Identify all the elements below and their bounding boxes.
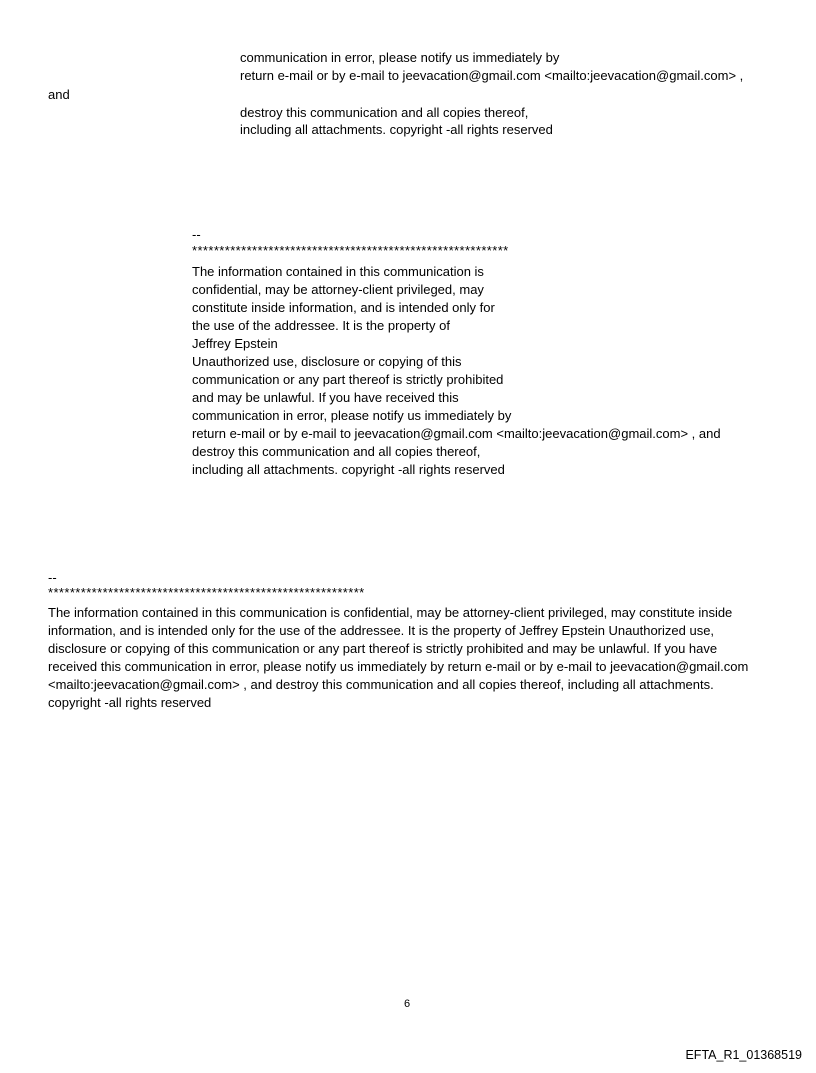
block2-line-6: Unauthorized use, disclosure or copying of this bbox=[192, 354, 462, 369]
document-id: EFTA_R1_01368519 bbox=[685, 1048, 802, 1062]
block2-line-7: communication or any part thereof is strictly prohibited bbox=[192, 372, 504, 387]
block3-paragraph: The information contained in this communication is confidential, may be attorney-client privileged, may constitute inside information, and is intended only for the use of the addressee. It is the property of Jeffrey Epstein Unauthorized use, disclosure or copying of this communication or any part thereof is strictly prohibited and may be unlawful. If you have received this communication in error, please notify us immediately by return e-mail or by e-mail to jeevacation@gmail.com <mailto:jeevacation@gmail.com> , and destroy this communication and all copies thereof, including all attachments. copyright -all rights reserved bbox=[48, 605, 749, 710]
block2-separator: -- bbox=[192, 227, 201, 242]
block1-line-4: including all attachments. copyright -all rights reserved bbox=[240, 122, 553, 137]
block2-line-3: constitute inside information, and is intended only for bbox=[192, 300, 495, 315]
block2-line-12: including all attachments. copyright -all rights reserved bbox=[192, 462, 505, 477]
block3-stars: ********************************************************** bbox=[48, 585, 365, 600]
block1-line-1: communication in error, please notify us immediately by bbox=[240, 50, 560, 65]
block2-line-5: Jeffrey Epstein bbox=[192, 336, 278, 351]
block3-separator: -- bbox=[48, 570, 57, 585]
block1-orphan-word: and bbox=[48, 87, 70, 102]
block2-stars: ********************************************************** bbox=[192, 243, 509, 258]
block1-line-2: return e-mail or by e-mail to jeevacation@gmail.com <mailto:jeevacation@gmail.com> , bbox=[240, 68, 744, 83]
block2-line-11: destroy this communication and all copies thereof, bbox=[192, 444, 481, 459]
block2-line-4: the use of the addressee. It is the property of bbox=[192, 318, 450, 333]
page-number: 6 bbox=[404, 998, 411, 1010]
block2-line-8: and may be unlawful. If you have received this bbox=[192, 390, 459, 405]
block2-line-1: The information contained in this communication is bbox=[192, 264, 484, 279]
block2-line-9: communication in error, please notify us immediately by bbox=[192, 408, 512, 423]
block2-line-10: return e-mail or by e-mail to jeevacation@gmail.com <mailto:jeevacation@gmail.com> , and bbox=[192, 426, 721, 441]
block1-line-3: destroy this communication and all copies thereof, bbox=[240, 105, 529, 120]
block2-line-2: confidential, may be attorney-client privileged, may bbox=[192, 282, 484, 297]
